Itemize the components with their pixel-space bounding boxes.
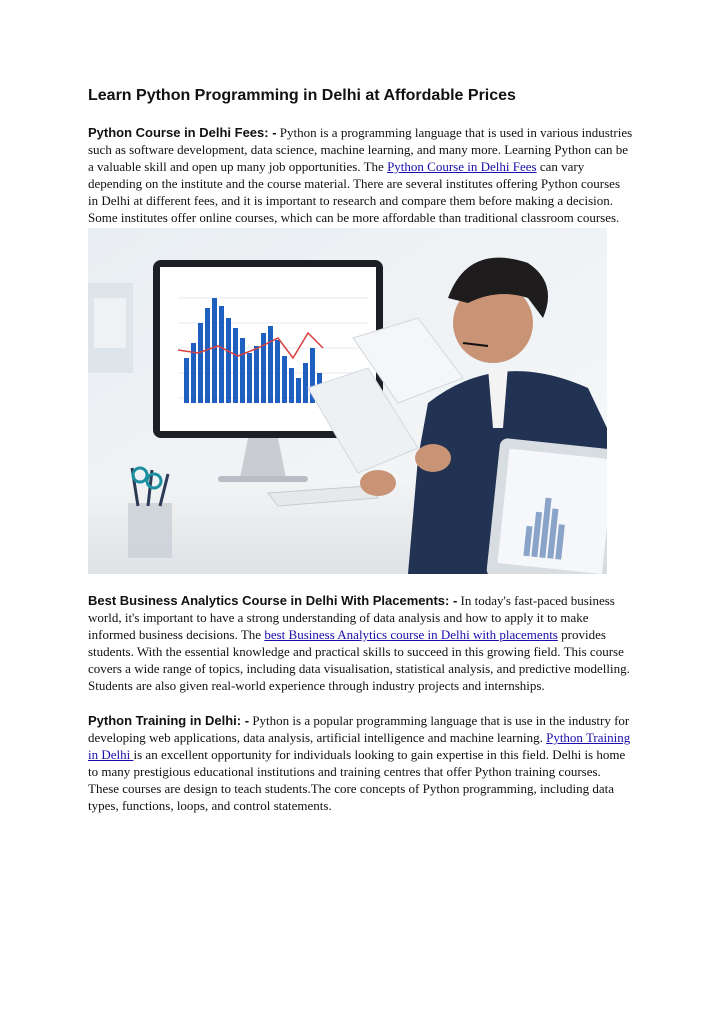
body-text: can vary depending on the institute and the course material. There are several institutes offering Python courses in Delhi at different fees, and it is important to research and compare them before making a decision. Some institutes offer online courses, which can be more affordable than traditional classroom courses. [88,159,621,225]
section-business-analytics [88,592,633,694]
body-text: is an excellent opportunity for individuals looking to gain expertise in this field. Delhi is home to many prestigious educational institutions and training centres that offer Python training courses. These courses are design to teach students.The core concepts of Python programming, including data types, functions, loops, and control statements. [88,747,626,813]
section-heading: Python Training in Delhi: - [88,713,250,728]
link-business-analytics-course[interactable]: best Business Analytics course in Delhi with placements [264,627,558,642]
document-page [88,86,633,814]
section-heading: Python Course in Delhi Fees: - [88,125,277,140]
link-python-course-fees[interactable]: Python Course in Delhi Fees [387,159,537,174]
body-text: Python is a popular programming language that is use in the industry for developing web applications, data analysis, artificial intelligence and machine learning. [88,713,630,745]
office-photo [88,228,607,574]
section-python-training [88,712,633,814]
page-title: Learn Python Programming in Delhi at Affordable Prices [88,87,516,104]
link-python-training[interactable]: Python Training in Delhi [88,730,631,762]
body-text: provides students. With the essential knowledge and practical skills to succeed in this growing field. This course covers a wide range of topics, including data visualisation, statistical analysis, and predictive modelling. Students are also given real-world experience through industry projects and internships. [88,627,630,693]
body-text: Python is a programming language that is used in various industries such as software development, data science, machine learning, and many more. Learning Python can be a valuable skill and open up many job opportunities. The [88,125,633,174]
section-heading: Best Business Analytics Course in Delhi With Placements: - [88,593,458,608]
body-text: In today's fast-paced business world, it's important to have a strong understanding of data analysis and how to apply it to make informed business decisions. The [88,593,615,642]
section-python-fees [88,124,633,226]
